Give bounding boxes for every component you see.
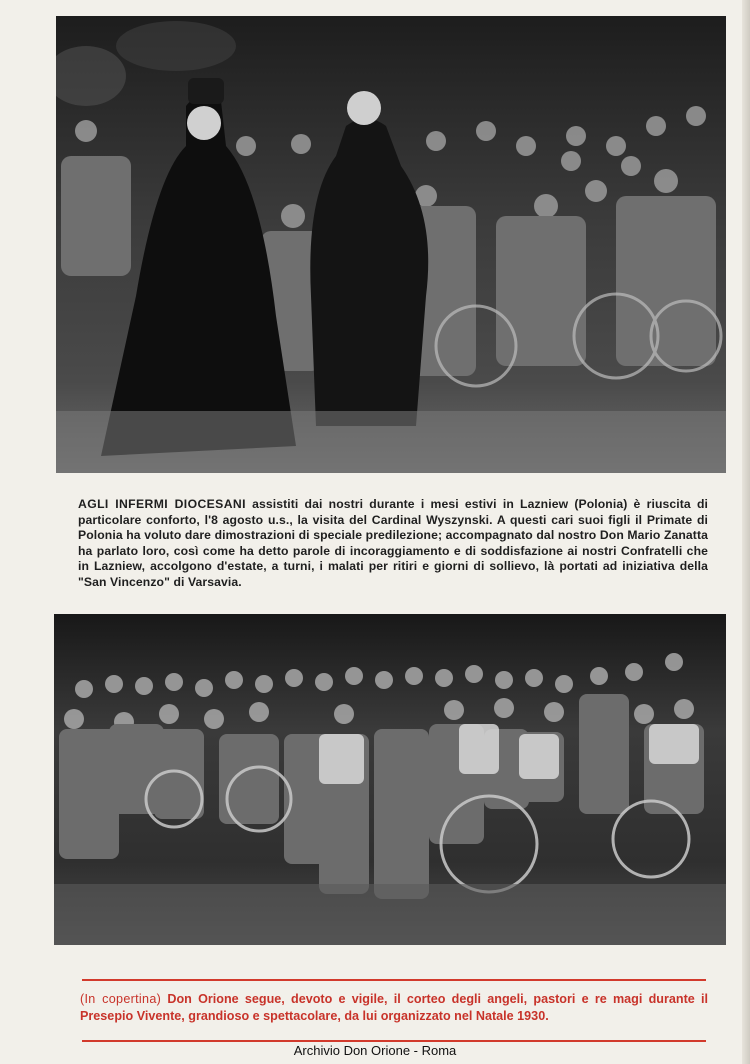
photo-patients-wheelchairs [54, 614, 726, 945]
caption-lead: AGLI INFERMI DIOCESANI [78, 497, 246, 511]
cover-note-label: (In copertina) [80, 992, 162, 1006]
cover-note [80, 991, 708, 1025]
archive-footer: Archivio Don Orione - Roma [293, 1043, 457, 1058]
page-edge-shadow [742, 0, 750, 1064]
red-rule-top [82, 979, 706, 981]
caption-body: assistiti dai nostri durante i mesi estivi in Lazniew (Polonia) è riuscita di particolare conforto, l'8 agosto u.s., la visita del Cardinal Wyszynski. A questi cari suoi figli il Primate di Polonia ha voluto dare dimostrazioni di speciale predilezione; accompagnato dal nostro Don Mario Zanatta ha parlato loro, così come ha detto parole di incoraggiamento e di soddisfazione ai nostri Confratelli che in Lazniew, accolgono d'estate, a turni, i malati per ritiri e giorni di sollievo, là portati ad iniziativa della "San Vincenzo" di Varsavia. [78, 497, 708, 589]
photo-cardinal-visit-image [56, 16, 726, 473]
red-rule-bottom [82, 1040, 706, 1042]
photo-cardinal-visit [56, 16, 726, 473]
cover-note-body: Don Orione segue, devoto e vigile, il corteo degli angeli, pastori e re magi durante il Presepio Vivente, grandioso e spettacolare, da lui organizzato nel Natale 1930. [80, 992, 708, 1023]
photo-caption [78, 497, 708, 591]
photo-patients-wheelchairs-image [54, 614, 726, 945]
